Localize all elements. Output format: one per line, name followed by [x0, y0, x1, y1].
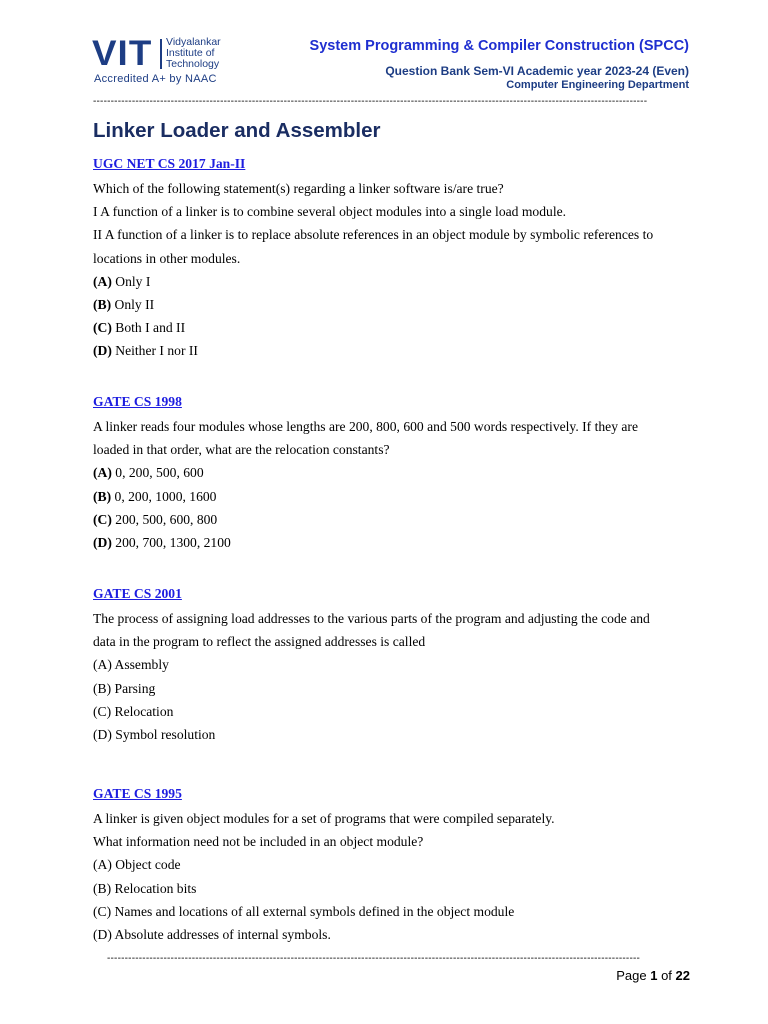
- answer-option: (D) Symbol resolution: [93, 727, 216, 743]
- answer-option: (B) Relocation bits: [93, 880, 197, 896]
- answer-option: [93, 339, 693, 362]
- question-text: The process of assigning load addresses to the various parts of the program and adjusting the code and: [93, 611, 650, 626]
- vit-logo: [92, 36, 232, 88]
- option-key: (A): [93, 465, 112, 481]
- footer-separator: -------------------------------------------------------------------------------------------------------------------------------------------------------: [107, 954, 641, 964]
- answer-option: [93, 316, 693, 339]
- logo-divider: [160, 39, 162, 69]
- page-word: Page: [616, 968, 647, 983]
- question-text: II A function of a linker is to replace absolute references in an object module by symbolic references to: [93, 227, 654, 243]
- question-block: [93, 155, 693, 363]
- answer-option: [93, 485, 693, 508]
- answer-option: [93, 508, 693, 531]
- course-title: System Programming & Compiler Construction (SPCC): [309, 38, 689, 54]
- option-key: (B): [93, 297, 112, 313]
- option-key: (B): [93, 488, 112, 504]
- option-text: Neither I nor II: [111, 343, 198, 359]
- option-text: 200, 700, 1300, 2100: [111, 535, 231, 551]
- answer-option: (B) Parsing: [93, 680, 156, 696]
- question-source-link[interactable]: GATE CS 1995: [93, 786, 182, 801]
- page-total: 22: [675, 968, 690, 983]
- answer-option: [93, 531, 693, 554]
- logo-name-line: Institute of: [166, 47, 215, 59]
- option-text: Only II: [111, 297, 155, 313]
- question-text: data in the program to reflect the assigned addresses is called: [93, 634, 426, 650]
- option-text: 0, 200, 1000, 1600: [111, 488, 217, 504]
- logo-name-line: Vidyalankar: [166, 36, 221, 48]
- option-text: 200, 500, 600, 800: [111, 511, 218, 527]
- department-name: Computer Engineering Department: [506, 79, 689, 91]
- answer-option: [93, 461, 693, 484]
- question-text: loaded in that order, what are the relocation constants?: [93, 442, 390, 458]
- logo-accreditation: Accredited A+ by NAAC: [94, 73, 217, 85]
- page-current: 1: [650, 968, 658, 983]
- option-key: (C): [93, 320, 112, 336]
- question-source-link[interactable]: GATE CS 2001: [93, 586, 182, 601]
- question-source-link[interactable]: UGC NET CS 2017 Jan-II: [93, 156, 246, 171]
- answer-option: (D) Absolute addresses of internal symbols.: [93, 927, 331, 943]
- logo-name-line: Technology: [166, 58, 220, 70]
- question-bank-subtitle: Question Bank Sem-VI Academic year 2023-24 (Even): [385, 64, 689, 78]
- logo-abbr: VIT: [92, 34, 153, 73]
- answer-option: [93, 270, 693, 293]
- answer-option: (A) Object code: [93, 857, 181, 873]
- question-text: Which of the following statement(s) regarding a linker software is/are true?: [93, 181, 504, 196]
- answer-option: [93, 293, 693, 316]
- question-text: locations in other modules.: [93, 250, 241, 266]
- section-heading: Linker Loader and Assembler: [93, 119, 381, 142]
- option-text: Both I and II: [111, 320, 186, 336]
- question-source-link[interactable]: GATE CS 1998: [93, 394, 182, 409]
- question-text: What information need not be included in an object module?: [93, 834, 424, 850]
- option-key: (C): [93, 511, 112, 527]
- header-separator: -------------------------------------------------------------------------------------------------------------------------------------------------------------: [93, 97, 648, 107]
- question-text: I A function of a linker is to combine several object modules into a single load module.: [93, 204, 567, 220]
- question-block: [93, 585, 693, 746]
- answer-option: (C) Names and locations of all external symbols defined in the object module: [93, 903, 515, 919]
- question-block: [93, 393, 693, 554]
- answer-option: (C) Relocation: [93, 703, 174, 719]
- option-key: (D): [93, 343, 112, 359]
- option-key: (D): [93, 535, 112, 551]
- question-text: A linker reads four modules whose lengths are 200, 800, 600 and 500 words respectively. If they are: [93, 419, 638, 434]
- of-word: of: [661, 968, 672, 983]
- page-number: [616, 968, 690, 983]
- logo-institute-name: [166, 37, 221, 70]
- question-block: [93, 785, 693, 946]
- question-text: A linker is given object modules for a set of programs that were compiled separately.: [93, 811, 555, 826]
- answer-option: (A) Assembly: [93, 657, 169, 673]
- option-text: Only I: [111, 273, 151, 289]
- option-text: 0, 200, 500, 600: [111, 465, 204, 481]
- option-key: (A): [93, 273, 112, 289]
